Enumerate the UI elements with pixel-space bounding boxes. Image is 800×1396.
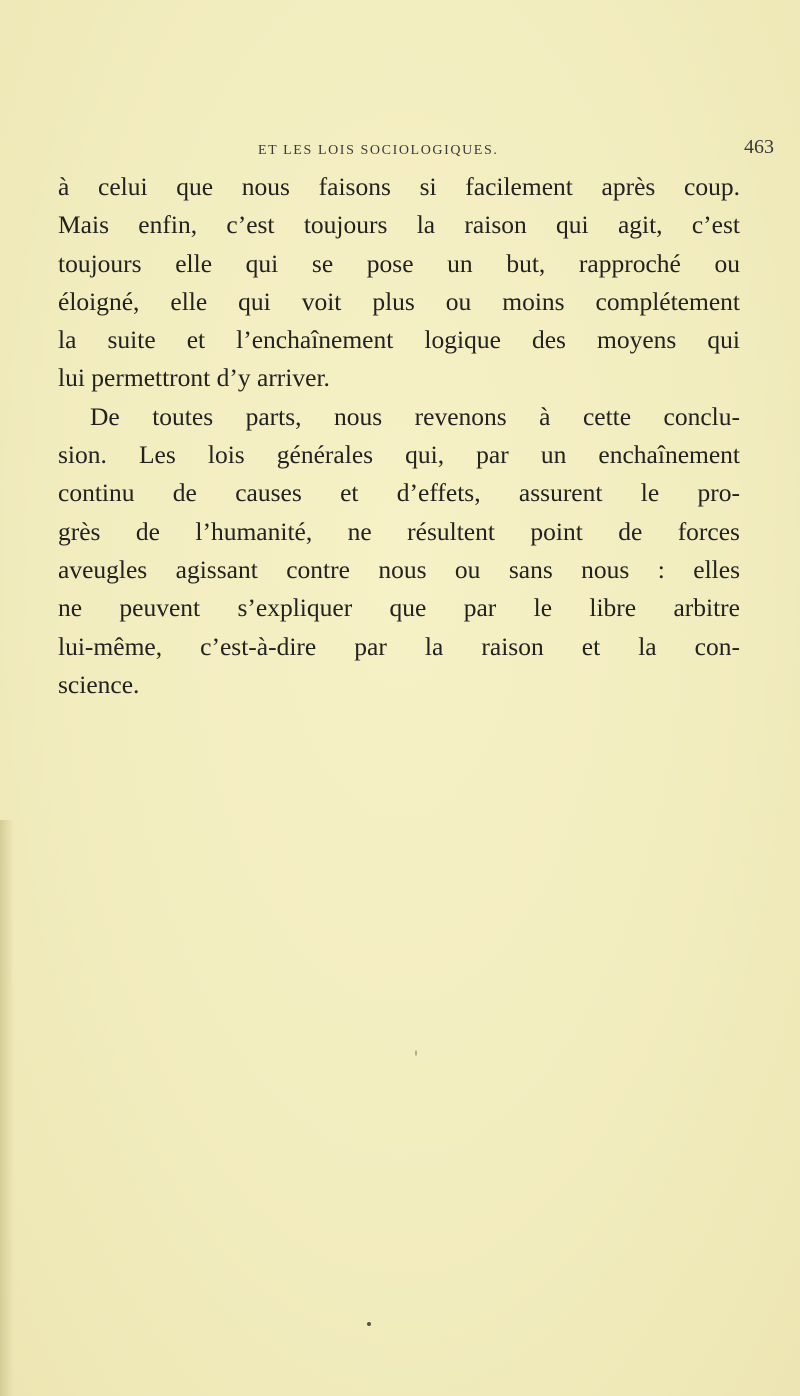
text-line: continu de causes et d’effets, assurent le pro-: [58, 478, 740, 508]
page-number: 463: [744, 136, 774, 158]
text-line: ne peuvent s’expliquer que par le libre arbitre: [58, 593, 740, 623]
text-line: la suite et l’enchaînement logique des moyens qui: [58, 325, 740, 355]
running-head: ET LES LOIS SOCIOLOGIQUES.: [258, 143, 499, 158]
text-line: De toutes parts, nous revenons à cette conclu-: [90, 401, 740, 431]
text-line: lui permettront d’y arriver.: [58, 363, 330, 393]
text-line: science.: [58, 669, 140, 699]
paper-speck: [415, 1050, 417, 1056]
text-line: grès de l’humanité, ne résultent point de forces: [58, 516, 740, 546]
paper-speck: [367, 1322, 371, 1326]
text-line: lui-même, c’est-à-dire par la raison et la con-: [58, 631, 740, 661]
text-line: Mais enfin, c’est toujours la raison qui agit, c’est: [58, 210, 740, 240]
text-line: sion. Les lois générales qui, par un enchaînement: [58, 440, 740, 470]
text-line: à celui que nous faisons si facilement après coup.: [58, 172, 740, 201]
text-line: éloigné, elle qui voit plus ou moins complétement: [58, 286, 740, 316]
text-line: aveugles agissant contre nous ou sans nous : elles: [58, 554, 740, 584]
body-text: [58, 168, 740, 704]
text-line: toujours elle qui se pose un but, rapproché ou: [58, 248, 740, 278]
page-edge-shadow: [0, 820, 14, 1396]
